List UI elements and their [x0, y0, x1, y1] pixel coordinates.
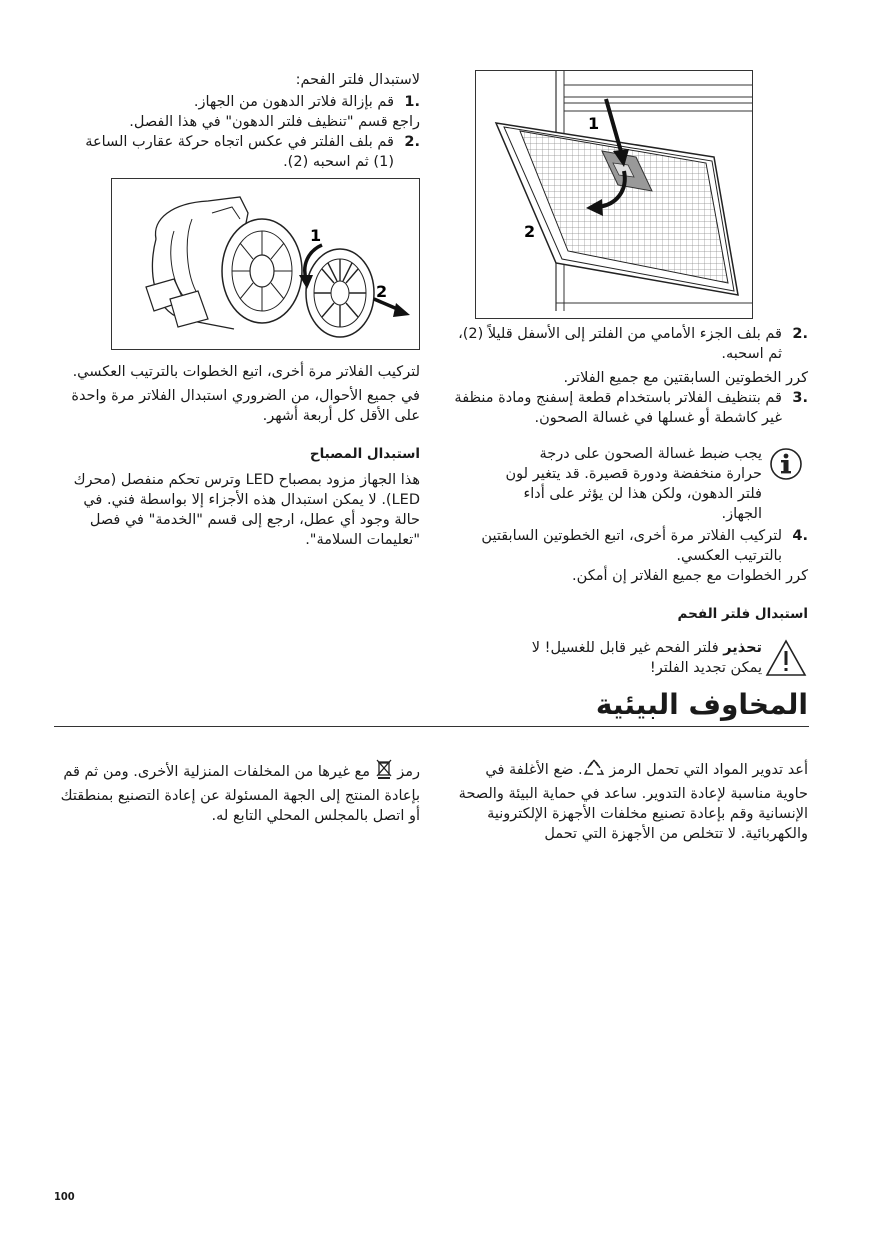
recycle-icon — [583, 758, 605, 784]
env-text-part-b: مع غيرها من المخلفات المنزلية الأخرى. ومن ثم قم بإعادة المنتج إلى الجهة المسئولة عن إعادة التصنيع بمنطقتك أو اتصل بالمجلس المحلي التابع له. — [60, 764, 420, 824]
left-column-top — [64, 70, 420, 172]
lamp-text: هذا الجهاز مزود بمصباح LED وترس تحكم منفصل (محرك LED). لا يمكن استبدال هذه الأجزاء إلا بواسطة فني. في حالة وجود أي عطل، ارجع إلى قسم "الخدمة" في فصل "تعليمات السلامة". — [73, 472, 420, 548]
left-column-bottom — [64, 362, 420, 550]
step-text: قم بلف الجزء الأمامي من الفلتر إلى الأسفل قليلاً (2)، ثم اسحبه. — [458, 326, 782, 362]
carbon-filter-heading: استبدال فلتر الفحم — [677, 606, 808, 622]
step-number: 3. — [792, 390, 808, 406]
warning-text — [440, 638, 762, 678]
environment-text-left — [60, 758, 420, 826]
env-text-part-a: رمز — [392, 764, 420, 780]
lamp-heading: استبدال المصباح — [309, 446, 420, 462]
grease-step-3 — [440, 388, 808, 428]
environment-text-right — [455, 758, 808, 844]
info-notice — [440, 444, 808, 524]
carbon-filter-illustration — [112, 179, 419, 349]
env-text-part-a: أعد تدوير المواد التي تحمل الرمز — [604, 762, 808, 778]
step-number: 1. — [404, 94, 420, 110]
warning-triangle-icon — [762, 638, 808, 684]
step-text: قم بإزالة فلاتر الدهون من الجهاز. — [193, 94, 394, 110]
section-divider — [54, 726, 809, 727]
step-text: قم بتنظيف الفلاتر باستخدام قطعة إسفنج ومادة منظفة غير كاشطة أو غسلها في غسالة الصحون. — [454, 390, 782, 426]
fig-label-1: 1 — [310, 226, 322, 245]
carbon-filter-figure — [111, 178, 420, 350]
fig-label-2: 2 — [376, 282, 388, 301]
info-text: يجب ضبط غسالة الصحون على درجة حرارة منخفضة ودورة قصيرة. قد يتغير لون فلتر الدهون، ولكن هذا لن يؤثر على أداء الجهاز. — [505, 446, 762, 522]
carbon-step-1 — [64, 92, 420, 112]
info-icon — [762, 444, 808, 490]
step-text: لتركيب الفلاتر مرة أخرى، اتبع الخطوتين السابقتين بالترتيب العكسي. — [481, 528, 782, 564]
repeat-note-2: كرر الخطوات مع جميع الفلاتر إن أمكن. — [572, 568, 808, 584]
page-number: 100 — [54, 1190, 75, 1203]
reinstall-note: لتركيب الفلاتر مرة أخرى، اتبع الخطوات بالترتيب العكسي. — [72, 364, 420, 380]
step-number: 2. — [404, 134, 420, 150]
replace-interval-note: في جميع الأحوال، من الضروري استبدال الفلاتر مرة واحدة على الأقل كل أربعة أشهر. — [71, 388, 420, 424]
warning-label: تحذير — [723, 640, 762, 656]
step-number: 2. — [792, 326, 808, 342]
warning-body: فلتر الفحم غير قابل للغسيل! لا يمكن تجديد الفلتر! — [531, 640, 762, 676]
grease-filter-illustration — [476, 71, 752, 318]
fig-label-1: 1 — [588, 114, 600, 133]
carbon-step-2 — [64, 132, 420, 172]
fig-label-2: 2 — [524, 222, 536, 241]
env-text-part-b: . ضع الأغلفة في حاوية مناسبة لإعادة التدوير. ساعد في حماية البيئة والصحة الإنسانية وقم بإعادة تصنيع مخلفات الأجهزة الإلكترونية والكهربائية. لا تتخلص من الأجهزة التي تحمل — [458, 762, 808, 842]
right-column — [440, 324, 808, 684]
step-text: قم بلف الفلتر في عكس اتجاه حركة عقارب الساعة (1) ثم اسحبه (2). — [85, 134, 394, 170]
crossed-bin-icon — [375, 758, 393, 786]
grease-step-2 — [440, 324, 808, 364]
step-1-reference: راجع قسم "تنظيف فلتر الدهون" في هذا الفصل. — [129, 114, 420, 130]
grease-step-4 — [440, 526, 808, 566]
warning-notice — [440, 638, 808, 684]
carbon-intro: لاستبدال فلتر الفحم: — [295, 72, 420, 88]
environment-title: المخاوف البيئية — [595, 688, 808, 721]
repeat-note: كرر الخطوتين السابقتين مع جميع الفلاتر. — [563, 370, 808, 386]
grease-filter-figure — [475, 70, 753, 319]
step-number: 4. — [792, 528, 808, 544]
